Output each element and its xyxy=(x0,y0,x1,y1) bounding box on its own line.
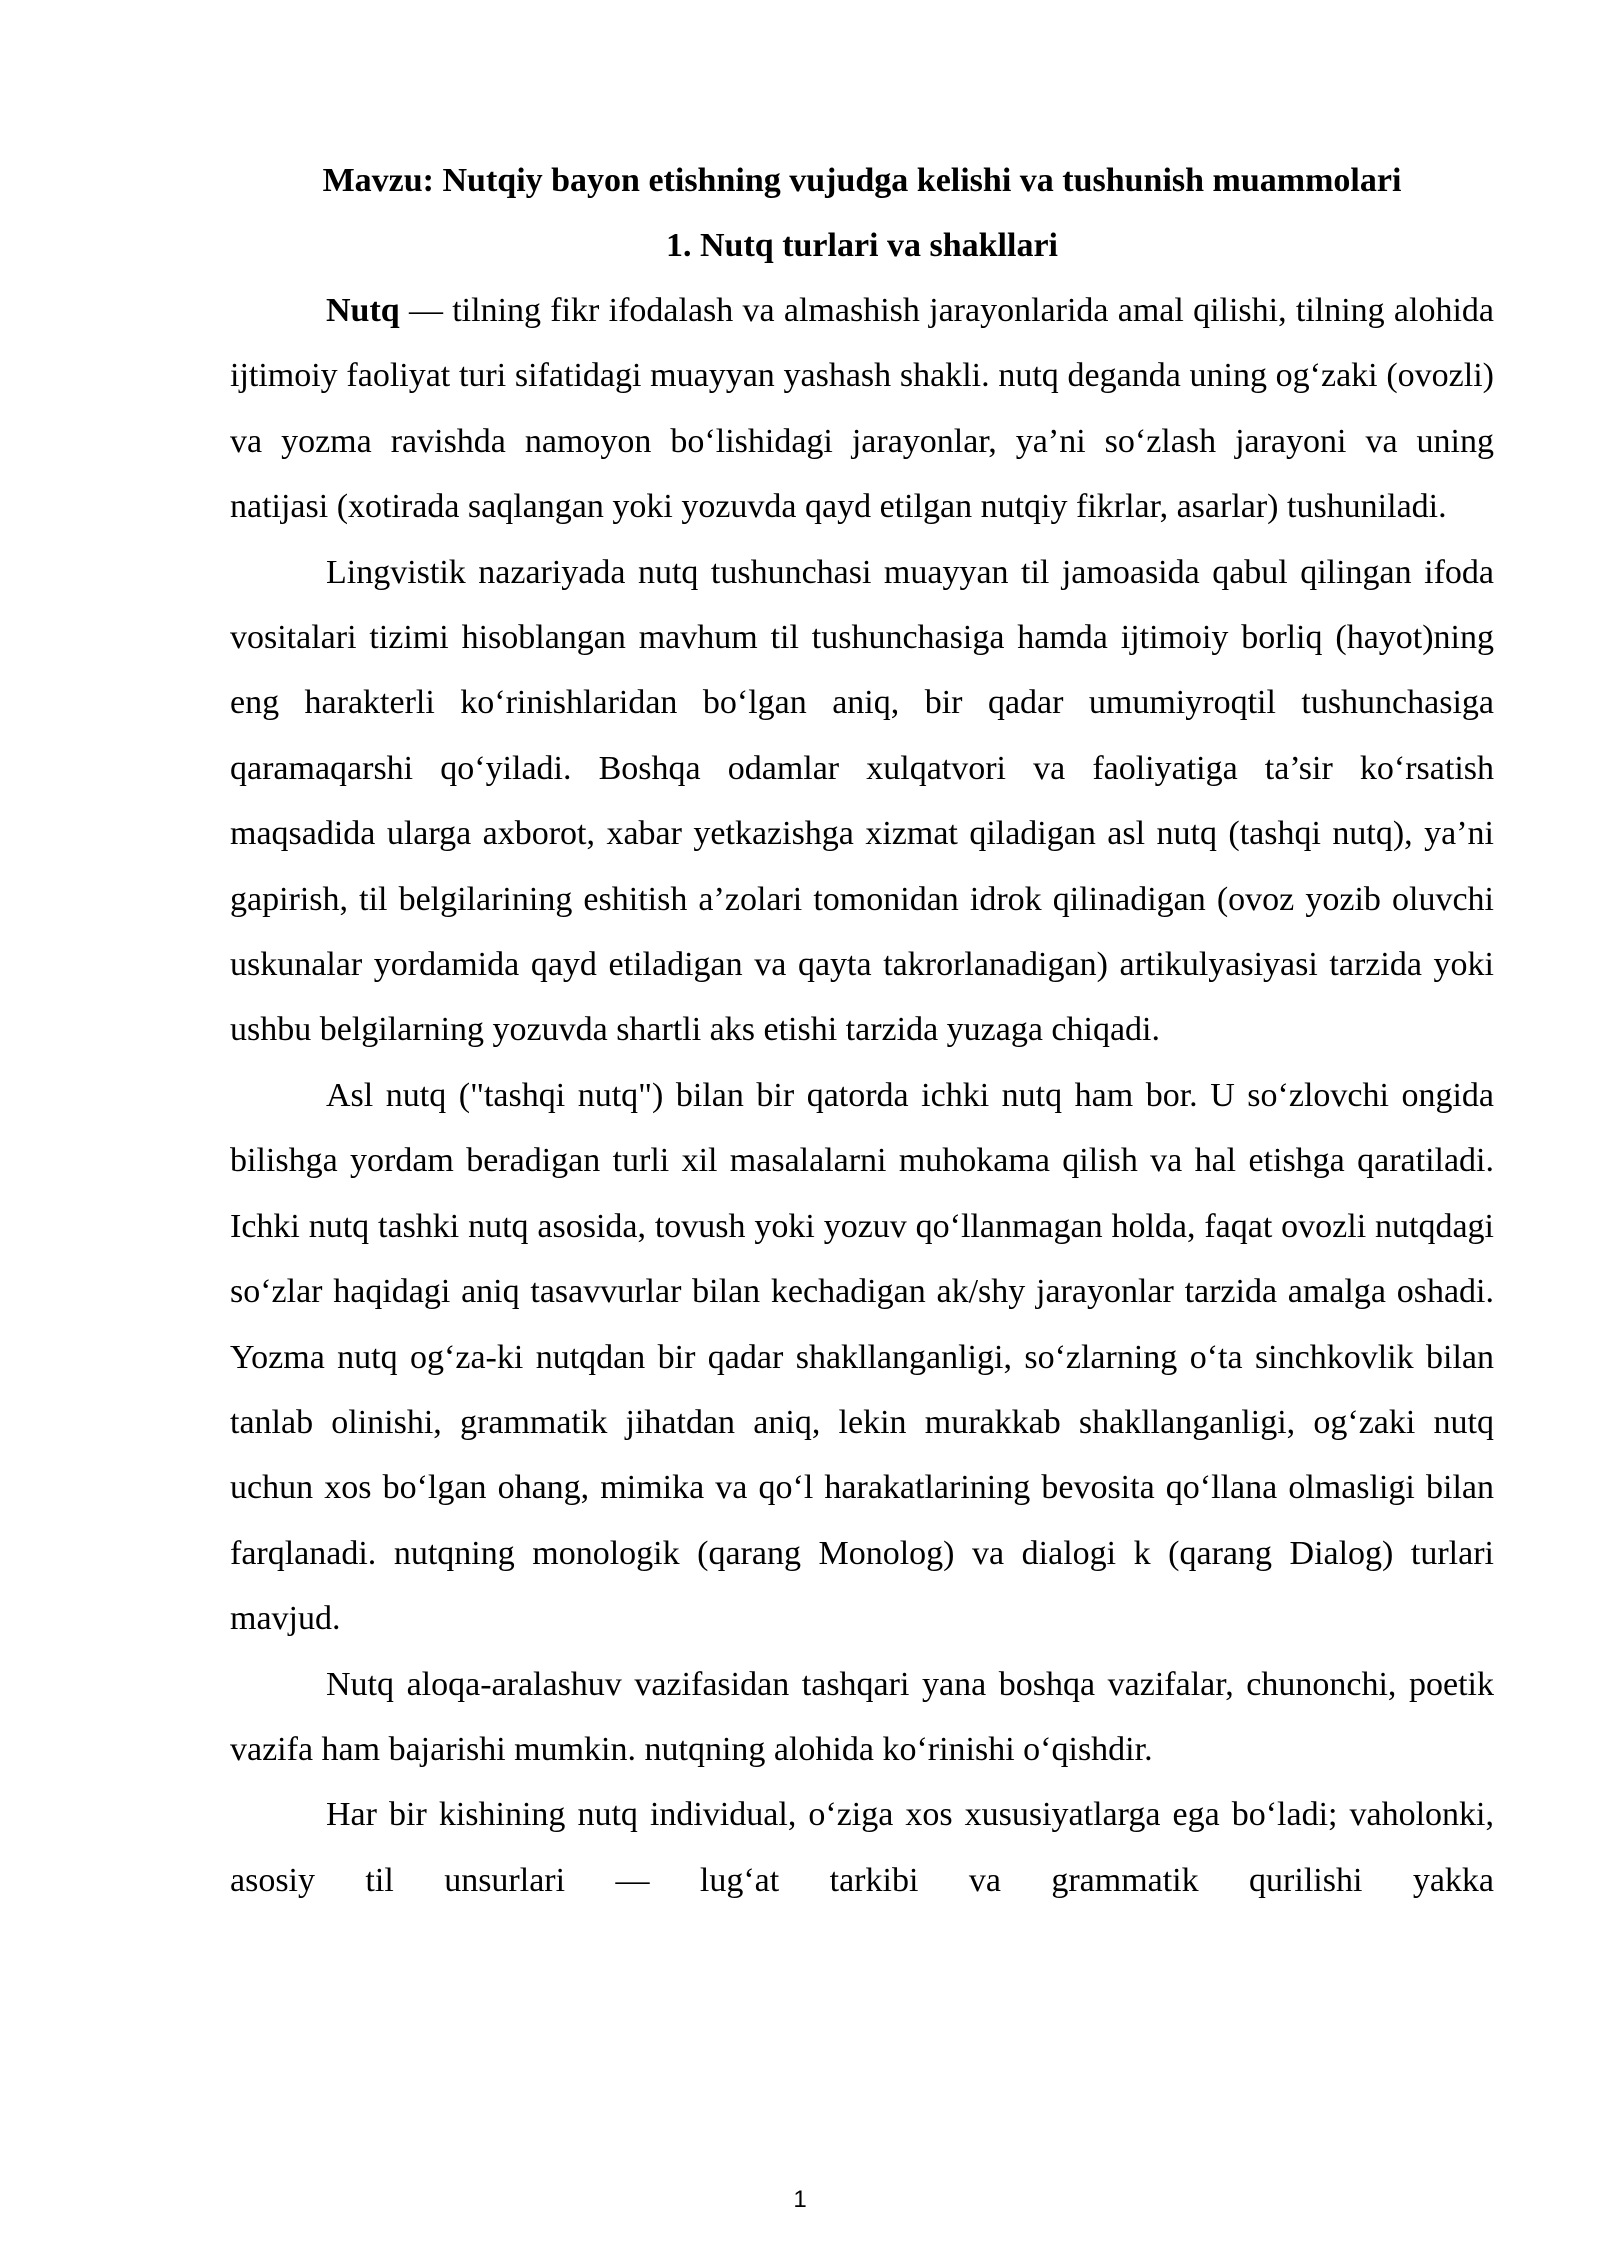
paragraph: Lingvistik nazariyada nutq tushunchasi muayyan til jamoasida qabul qilingan ifoda vositalari tizimi hisoblangan mavhum til tushunchasiga hamda ijtimoiy borliq (hayot)ning eng harakterli ko‘rinishlaridan bo‘lgan aniq, bir qadar umumiyroqtil tushunchasiga qaramaqarshi qo‘yiladi. Boshqa odamlar xulqatvori va faoliyatiga ta’sir ko‘rsatish maqsadida ularga axborot, xabar yetkazishga xizmat qiladigan asl nutq (tashqi nutq), ya’ni gapirish, til belgilarining eshitish a’zolari tomonidan idrok qilinadigan (ovoz yozib oluvchi uskunalar yordamida qayd etiladigan va qayta takrorlanadigan) artikulyasiyasi tarzida yoki ushbu belgilarning yozuvda shartli aks etishi tarzida yuzaga chiqadi. xyxy=(230,553,1494,1049)
paragraph: Har bir kishining nutq individual, o‘ziga xos xususiyatlarga ega bo‘ladi; vaholonki, asosiy til unsurlari — lug‘at tarkibi va grammatik qurilishi yakka xyxy=(230,1796,1494,1899)
paragraph-text: — tilning fikr ifodalash va almashish jarayonlarida amal qilishi, tilning alohida ijtimoiy faoliyat turi sifatidagi muayyan yashash shakli. nutq deganda uning og‘zaki (ovozli) va yozma ravishda namoyon bo‘lishidagi jarayonlar, ya’ni so‘zlash jarayoni va uning natijasi (xotirada saqlangan yoki yozuvda qayd etilgan nutqiy fikrlar, asarlar) tushuniladi. xyxy=(230,292,1494,526)
paragraph-lead-term: Nutq xyxy=(326,292,400,329)
page-number: 1 xyxy=(793,2186,807,2213)
paragraph: Asl nutq ("tashqi nutq") bilan bir qatorda ichki nutq ham bor. U so‘zlovchi ongida bilishga yordam beradigan turli xil masalalarni muhokama qilish va hal etishga qaratiladi. Ichki nutq tashki nutq asosida, tovush yoki yozuv qo‘llanmagan holda, faqat ovozli nutqdagi so‘zlar haqidagi aniq tasavvurlar bilan kechadigan ak/shy jarayonlar tarzida amalga oshadi. Yozma nutq og‘za-ki nutqdan bir qadar shakllanganligi, so‘zlarning o‘ta sinchkovlik bilan tanlab olinishi, grammatik jihatdan aniq, lekin murakkab shakllanganligi, og‘zaki nutq uchun xos bo‘lgan ohang, mimika va qo‘l harakatlarining bevosita qo‘llana olmasligi bilan farqlanadi. nutqning monologik (qarang Monolog) va dialogi k (qarang Dialog) turlari mavjud. xyxy=(230,1076,1494,1638)
section-heading: 1. Nutq turlari va shakllari xyxy=(666,227,1058,264)
paragraph xyxy=(230,278,1494,540)
paragraph: Nutq aloqa-aralashuv vazifasidan tashqari yana boshqa vazifalar, chunonchi, poetik vazifa ham bajarishi mumkin. nutqning alohida ko‘rinishi o‘qishdir. xyxy=(230,1665,1494,1768)
document-page xyxy=(230,148,1494,1913)
document-title: Mavzu: Nutqiy bayon etishning vujudga kelishi va tushunish muammolari xyxy=(322,162,1402,199)
